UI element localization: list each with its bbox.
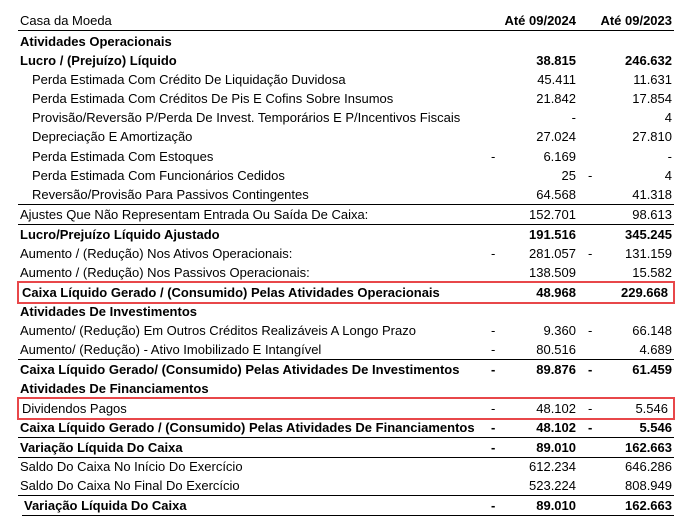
value-2023: 61.459 bbox=[632, 362, 672, 377]
table-row bbox=[18, 51, 674, 70]
value-2023: 41.318 bbox=[632, 187, 672, 202]
row-label: Saldo Do Caixa No Início Do Exercício bbox=[20, 459, 243, 474]
sign-2023: - bbox=[588, 362, 593, 377]
column-header-2023: Até 09/2023 bbox=[600, 13, 672, 28]
value-2024: 89.010 bbox=[536, 440, 576, 455]
row-label: Perda Estimada Com Estoques bbox=[32, 149, 214, 164]
table-row bbox=[22, 496, 674, 516]
sign-2024: - bbox=[491, 246, 496, 261]
value-2023: 162.663 bbox=[625, 440, 672, 455]
row-label: Atividades Operacionais bbox=[20, 34, 172, 49]
value-2024: 25 bbox=[561, 168, 576, 183]
table-row bbox=[18, 70, 674, 89]
value-2024: 64.568 bbox=[536, 187, 576, 202]
value-2024: 89.010 bbox=[536, 498, 576, 513]
value-2024: 281.057 bbox=[529, 246, 576, 261]
row-label: Saldo Do Caixa No Final Do Exercício bbox=[20, 478, 240, 493]
value-2024: 27.024 bbox=[536, 129, 576, 144]
value-2023: 162.663 bbox=[625, 498, 672, 513]
row-label: Aumento/ (Redução) Em Outros Créditos Realizáveis A Longo Prazo bbox=[20, 323, 416, 338]
sign-2023: - bbox=[588, 323, 593, 338]
sign-2024: - bbox=[491, 323, 496, 338]
value-2023: 5.546 bbox=[635, 401, 668, 416]
value-2023: 246.632 bbox=[625, 53, 672, 68]
sign-2024: - bbox=[491, 401, 496, 416]
value-2023: 5.546 bbox=[639, 420, 672, 435]
row-label: Caixa Líquido Gerado / (Consumido) Pelas Atividades Operacionais bbox=[22, 285, 440, 300]
row-label: Perda Estimada Com Crédito De Liquidação Duvidosa bbox=[32, 72, 346, 87]
row-label: Atividades De Investimentos bbox=[20, 304, 197, 319]
row-label: Perda Estimada Com Funcionários Cedidos bbox=[32, 168, 285, 183]
table-row bbox=[18, 204, 674, 224]
value-2024: 80.516 bbox=[536, 342, 576, 357]
table-row bbox=[18, 340, 674, 359]
section-investing-activities bbox=[18, 302, 674, 321]
row-label: Lucro / (Prejuízo) Líquido bbox=[20, 53, 177, 68]
value-2023: 98.613 bbox=[632, 207, 672, 222]
value-2024: 21.842 bbox=[536, 91, 576, 106]
value-2023: 345.245 bbox=[625, 227, 672, 242]
value-2023: 131.159 bbox=[625, 246, 672, 261]
value-2023: 17.854 bbox=[632, 91, 672, 106]
row-label: Lucro/Prejuízo Líquido Ajustado bbox=[20, 227, 220, 242]
value-2023: 4.689 bbox=[639, 342, 672, 357]
sign-2023: - bbox=[588, 168, 593, 183]
table-row bbox=[18, 418, 674, 438]
sign-2024: - bbox=[491, 420, 496, 435]
value-2024: 45.411 bbox=[537, 72, 576, 87]
row-label: Caixa Líquido Gerado / (Consumido) Pelas Atividades De Financiamentos bbox=[20, 420, 475, 435]
value-2023: - bbox=[667, 149, 672, 164]
row-label: Aumento / (Redução) Nos Ativos Operacionais: bbox=[20, 246, 293, 261]
value-2023: 229.668 bbox=[621, 285, 668, 300]
value-2024: 612.234 bbox=[529, 459, 576, 474]
highlighted-row-operating-cash bbox=[18, 282, 674, 303]
sign-2024: - bbox=[491, 440, 496, 455]
value-2023: 27.810 bbox=[632, 129, 672, 144]
sign-2023: - bbox=[588, 246, 593, 261]
row-label: Aumento/ (Redução) - Ativo Imobilizado E Intangível bbox=[20, 342, 322, 357]
value-2023: 66.148 bbox=[632, 323, 672, 338]
value-2024: 6.169 bbox=[543, 149, 576, 164]
sign-2024: - bbox=[491, 498, 496, 513]
row-label: Perda Estimada Com Créditos De Pis E Cofins Sobre Insumos bbox=[32, 91, 394, 106]
row-label: Ajustes Que Não Representam Entrada Ou Saída De Caixa: bbox=[20, 207, 369, 222]
highlighted-row-dividends bbox=[18, 398, 674, 419]
row-label: Dividendos Pagos bbox=[22, 401, 127, 416]
row-label: Aumento / (Redução) Nos Passivos Operacionais: bbox=[20, 265, 310, 280]
row-label: Reversão/Provisão Para Passivos Contingentes bbox=[32, 187, 309, 202]
value-2024: 89.876 bbox=[536, 362, 576, 377]
table-title: Casa da Moeda bbox=[20, 13, 112, 28]
column-header-2024: Até 09/2024 bbox=[504, 13, 576, 28]
table-row bbox=[18, 244, 674, 263]
row-label: Variação Líquida Do Caixa bbox=[24, 498, 187, 513]
sign-2024: - bbox=[491, 342, 496, 357]
value-2024: 48.102 bbox=[536, 420, 576, 435]
row-label: Caixa Líquido Gerado/ (Consumido) Pelas Atividades De Investimentos bbox=[20, 362, 460, 377]
row-label: Provisão/Reversão P/Perda De Invest. Temporários E P/Incentivos Fiscais bbox=[32, 110, 461, 125]
value-2023: 808.949 bbox=[625, 478, 672, 493]
table-row bbox=[18, 185, 674, 204]
table-row bbox=[18, 147, 674, 166]
table-row bbox=[18, 127, 674, 146]
value-2023: 646.286 bbox=[625, 459, 672, 474]
sign-2023: - bbox=[588, 420, 593, 435]
section-financing-activities bbox=[18, 379, 674, 398]
value-2023: 11.631 bbox=[633, 72, 672, 87]
value-2024: 138.509 bbox=[529, 265, 576, 280]
table-row bbox=[18, 263, 674, 282]
value-2024: 9.360 bbox=[543, 323, 576, 338]
value-2023: 15.582 bbox=[632, 265, 672, 280]
row-label: Depreciação E Amortização bbox=[32, 129, 193, 144]
row-label: Atividades De Financiamentos bbox=[20, 381, 209, 396]
table-row bbox=[18, 359, 674, 379]
value-2024: 48.102 bbox=[536, 401, 576, 416]
value-2024: 48.968 bbox=[536, 285, 576, 300]
value-2023: 4 bbox=[664, 110, 672, 125]
table-row bbox=[18, 321, 674, 340]
table-row bbox=[18, 108, 674, 127]
value-2024: 523.224 bbox=[529, 478, 576, 493]
table-row bbox=[18, 166, 674, 185]
value-2024: 38.815 bbox=[536, 53, 576, 68]
value-2023: 4 bbox=[664, 168, 672, 183]
table-row bbox=[18, 438, 674, 458]
value-2024: - bbox=[571, 110, 576, 125]
table-row bbox=[18, 224, 674, 244]
value-2024: 191.516 bbox=[529, 227, 576, 242]
row-label: Variação Líquida Do Caixa bbox=[20, 440, 183, 455]
sign-2024: - bbox=[491, 362, 496, 377]
table-row bbox=[18, 89, 674, 108]
table-row bbox=[18, 457, 674, 476]
value-2024: 152.701 bbox=[529, 207, 576, 222]
table-row bbox=[18, 476, 674, 496]
sign-2023: - bbox=[588, 401, 593, 416]
header-row bbox=[18, 11, 674, 31]
section-operating-activities bbox=[18, 32, 674, 51]
sign-2024: - bbox=[491, 149, 496, 164]
